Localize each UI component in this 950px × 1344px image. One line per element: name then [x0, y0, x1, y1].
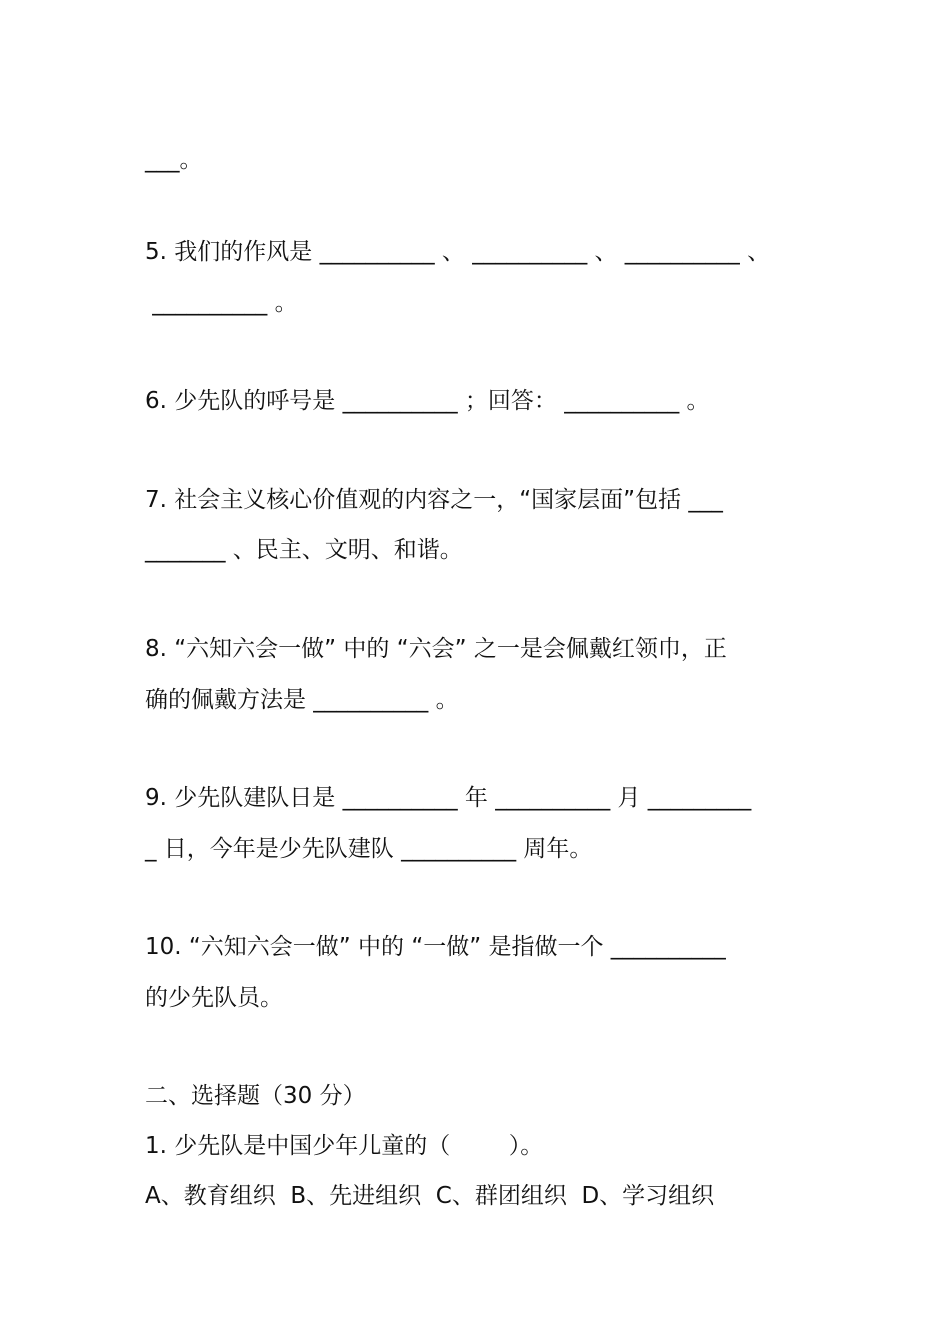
question-9-continuation: _ 日，今年是少先队建队 __________ 周年。: [145, 836, 593, 862]
question-10-continuation: 的少先队员。: [145, 985, 283, 1011]
section-heading-choice: 二、选择题（30 分）: [145, 1083, 366, 1109]
question-10-text: 10. “六知六会一做” 中的 “一做” 是指做一个 __________: [145, 934, 726, 960]
question-5-text: 5. 我们的作风是 __________ 、 __________ 、 __________ 、: [145, 239, 771, 265]
question-8-text: 8. “六知六会一做” 中的 “六会” 之一是会佩戴红领巾，正: [145, 636, 727, 662]
question-5-continuation: __________ 。: [145, 290, 298, 316]
question-7-continuation: _______ 、民主、文明、和谐。: [145, 537, 463, 563]
question-8-continuation: 确的佩戴方法是 __________ 。: [145, 687, 459, 713]
question-6-text: 6. 少先队的呼号是 __________ ；回答： __________ 。: [145, 388, 710, 414]
question-7-text: 7. 社会主义核心价值观的内容之一，“国家层面”包括 ___: [145, 487, 723, 513]
choice-question-1: 1. 少先队是中国少年儿童的（ ）。: [145, 1133, 544, 1159]
choice-question-1-options: A、教育组织 B、先进组织 C、群团组织 D、学习组织: [145, 1183, 715, 1209]
question-9-text: 9. 少先队建队日是 __________ 年 __________ 月 _________: [145, 785, 752, 811]
fill-blank-line: ___。: [145, 147, 203, 173]
